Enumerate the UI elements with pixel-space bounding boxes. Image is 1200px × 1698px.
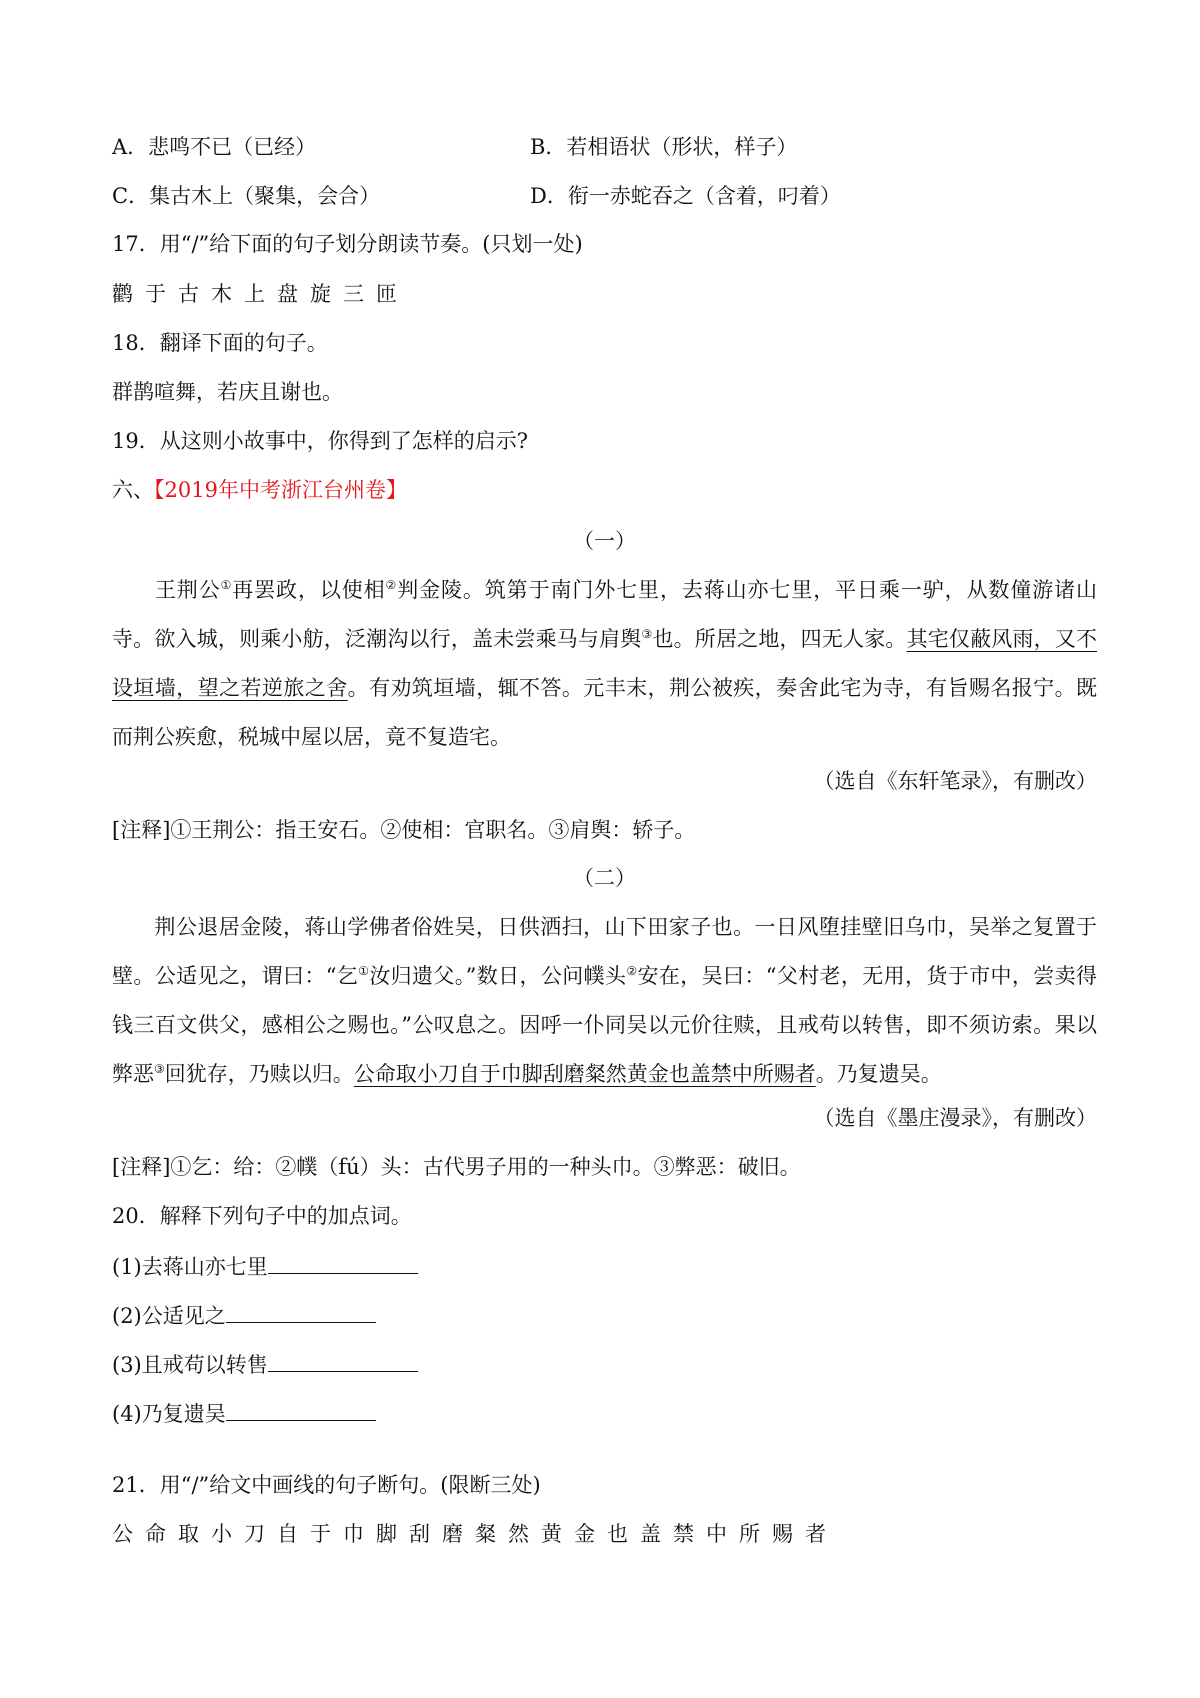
passage1-heading: （一） <box>573 529 636 553</box>
section-header <box>112 476 407 504</box>
q21-sentence: 公命取小刀自于巾脚刮磨粲然黄金也盖禁中所赐者 <box>112 1522 838 1546</box>
passage1-underlined: 其宅仅蔽风雨，又不设垣墙，望之若逆旅之舍 <box>112 627 1098 700</box>
passage1-body: 王荆公①再罢政，以使相②判金陵。筑第于南门外七里，去蒋山亦七里，平日乘一驴，从数僮游诸山寺。欲入城，则乘小舫，泛潮沟以行，盖未尝乘马与肩舆③也。所居之地，四无人家。其宅仅蔽风雨，又不设垣墙，望之若逆旅之舍。有劝筑垣墙，辄不答。元丰末，荆公被疾，奏舍此宅为寺，有旨赐名报宁。既而荆公疾愈，税城中屋以居，竟不复造宅。 <box>112 578 1098 749</box>
passage2-underlined: 公命取小刀自于巾脚刮磨粲然黄金也盖禁中所赐者 <box>353 1062 816 1086</box>
answer-blank[interactable] <box>226 1398 376 1421</box>
q18-sentence: 群鹊喧舞，若庆且谢也。 <box>112 380 343 404</box>
q19-question: 19．从这则小故事中，你得到了怎样的启示? <box>112 429 528 453</box>
option-b: B．若相语状（形状，样子） <box>530 135 798 159</box>
passage2-source: （选自《墨庄漫录》，有删改） <box>813 1106 1097 1130</box>
answer-blank[interactable] <box>268 1251 418 1274</box>
q18-question: 18．翻译下面的句子。 <box>112 331 328 355</box>
answer-blank[interactable] <box>268 1349 418 1372</box>
passage2-body: 荆公退居金陵，蒋山学佛者俗姓吴，日供洒扫，山下田家子也。一日风堕挂壁旧乌巾，吴举之复置于壁。公适见之，谓曰：“乞①汝归遗父。”数日，公问幞头②安在，吴曰：“父村老，无用，货于市中，尝卖得钱三百文供父，感相公之赐也。”公叹息之。因呼一仆同吴以元价往赎，且戒苟以转售，即不须访索。果以弊恶③回犹存，乃赎以归。公命取小刀自于巾脚刮磨粲然黄金也盖禁中所赐者。乃复遗吴。 <box>112 915 1097 1086</box>
passage1-note: [注释]①王荆公：指王安石。②使相：官职名。③肩舆：轿子。 <box>112 818 696 842</box>
q21-question: 21．用“/”给文中画线的句子断句。(限断三处) <box>112 1473 541 1497</box>
q20-item-3: (3)且戒苟以转售 <box>112 1349 418 1379</box>
q20-item-2: (2)公适见之 <box>112 1300 376 1330</box>
q17-question: 17．用“/”给下面的句子划分朗读节奏。(只划一处) <box>112 232 583 256</box>
option-c: C．集古木上（聚集，会合） <box>112 184 381 208</box>
q17-sentence: 鹳于古木上盘旋三匝 <box>112 282 409 306</box>
section-prefix: 六、 <box>112 478 154 502</box>
section-source: 【2019年中考浙江台州卷】 <box>154 478 407 502</box>
option-d: D．衔一赤蛇吞之（含着，叼着） <box>530 184 841 208</box>
passage1-source: （选自《东轩笔录》，有删改） <box>813 769 1097 793</box>
option-a: A．悲鸣不已（已经） <box>112 135 317 159</box>
q20-item-4: (4)乃复遗吴 <box>112 1398 376 1428</box>
answer-blank[interactable] <box>226 1300 376 1323</box>
q20-item-1: (1)去蒋山亦七里 <box>112 1251 418 1281</box>
q20-question: 20．解释下列句子中的加点词。 <box>112 1204 412 1228</box>
passage2-heading: （二） <box>573 866 636 890</box>
passage2-note: [注释]①乞：给：②幞（fú）头：古代男子用的一种头巾。③弊恶：破旧。 <box>112 1155 801 1179</box>
